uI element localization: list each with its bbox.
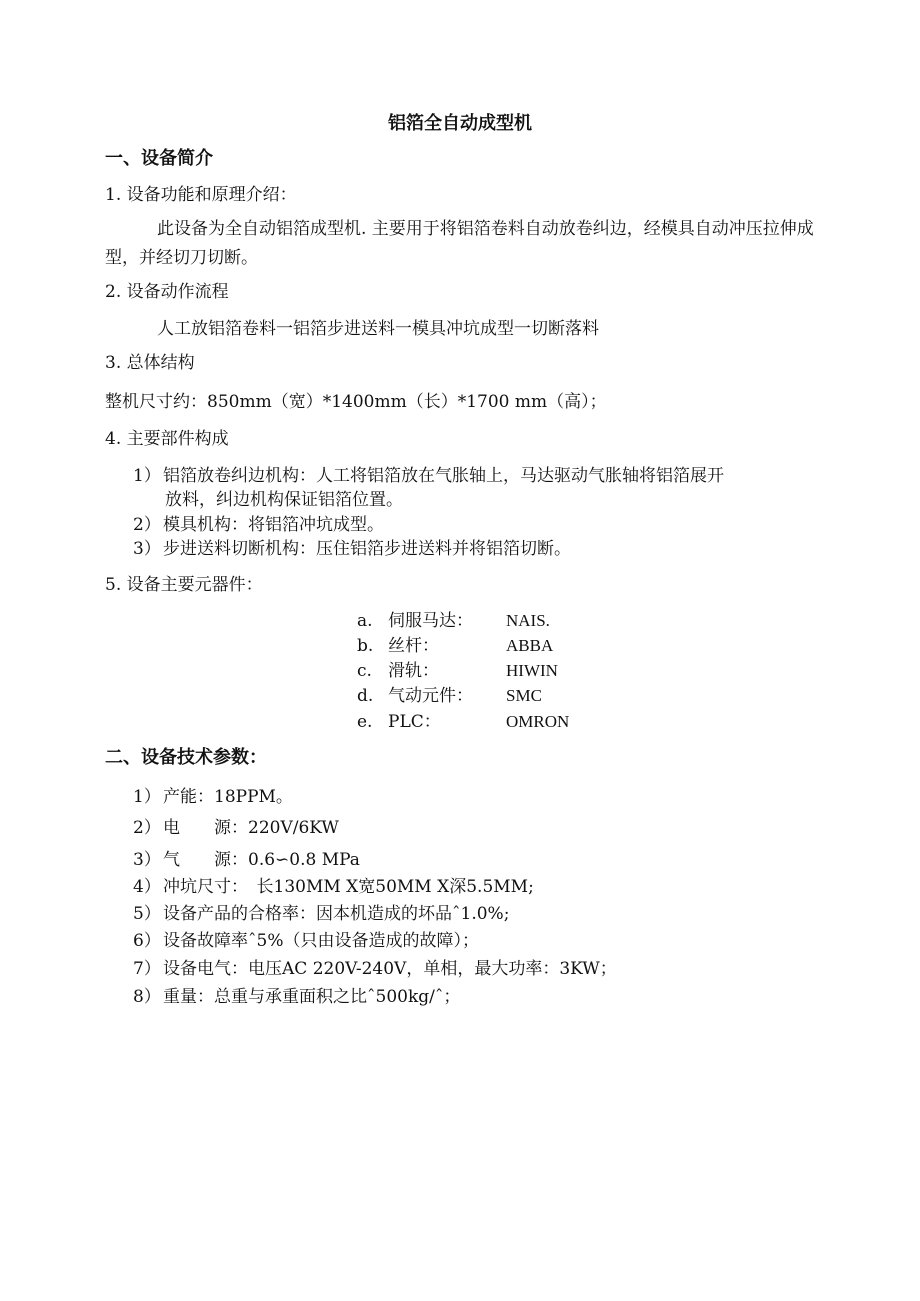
subheading-structure: 3. 总体结构: [105, 353, 195, 373]
part-item: [133, 514, 384, 536]
section-heading-intro: 一、设备简介: [105, 148, 213, 169]
subheading-process: 2. 设备动作流程: [105, 282, 229, 302]
spec-text: 冲坑尺寸： 长130MM X宽50MM X深5.5MM;: [163, 877, 534, 897]
part-number: 2）: [133, 515, 161, 535]
spec-text: 设备电气：电压AC 220V-240V，单相，最大功率：3KW；: [163, 959, 617, 979]
spec-item: [133, 903, 509, 925]
spec-text: 设备产品的合格率：因本机造成的坏品ˆ1.0%;: [163, 904, 510, 924]
spec-number: 6）: [133, 931, 161, 951]
spec-text: 气 源：0.6∽0.8 MPa: [163, 850, 360, 870]
spec-number: 1）: [133, 787, 161, 807]
component-brand: SMC: [506, 686, 542, 705]
part-number: 3）: [133, 539, 161, 559]
component-brand: HIWIN: [506, 661, 558, 680]
spec-item: [133, 786, 293, 808]
component-letter: e.: [357, 712, 373, 732]
function-description: 此设备为全自动铝箔成型机. 主要用于将铝箔卷料自动放卷纠边，经模具自动冲压拉伸成型，并经切刀切断。: [105, 219, 814, 268]
part-item: [133, 538, 571, 560]
component-name: 气动元件：: [388, 686, 473, 706]
part-item: [133, 465, 724, 487]
component-brand: ABBA: [506, 636, 554, 655]
component-name: 丝杆：: [388, 636, 439, 656]
component-letter: d.: [357, 686, 374, 706]
spec-number: 7）: [133, 959, 161, 979]
spec-number: 4）: [133, 877, 161, 897]
document-title: 铝箔全自动成型机: [388, 113, 532, 134]
component-name: 伺服马达：: [388, 611, 473, 631]
spec-text: 电 源：220V/6KW: [163, 818, 339, 838]
process-flow: 人工放铝箔卷料一铝箔步进送料一模具冲坑成型一切断落料: [157, 319, 599, 339]
component-letter: a.: [357, 611, 373, 631]
part-text-continued: 放料，纠边机构保证铝箔位置。: [165, 490, 403, 510]
spec-item: [133, 817, 339, 839]
spec-item: [133, 849, 360, 871]
spec-item: [133, 876, 534, 898]
spec-number: 8）: [133, 987, 161, 1007]
spec-text: 重量：总重与承重面积之比ˆ500kg/ˆ；: [163, 987, 461, 1007]
subheading-components: 5. 设备主要元器件：: [105, 575, 263, 595]
spec-number: 3）: [133, 850, 161, 870]
component-name: 滑轨：: [388, 661, 439, 681]
section-heading-specs: 二、设备技术参数：: [105, 747, 267, 768]
spec-item: [133, 930, 479, 952]
subheading-parts: 4. 主要部件构成: [105, 429, 229, 449]
spec-item: [133, 958, 617, 980]
part-text: 模具机构：将铝箔冲坑成型。: [163, 515, 384, 535]
spec-number: 5）: [133, 904, 161, 924]
component-brand: OMRON: [506, 712, 570, 731]
overall-dimensions: 整机尺寸约：850mm（宽）*1400mm（长）*1700 mm（高）；: [105, 392, 607, 412]
spec-text: 产能：18PPM。: [163, 787, 293, 807]
component-letter: b.: [357, 636, 374, 656]
part-text: 铝箔放卷纠边机构：人工将铝箔放在气胀轴上，马达驱动气胀轴将铝箔展开: [163, 466, 724, 486]
part-number: 1）: [133, 466, 161, 486]
spec-item: [133, 986, 460, 1008]
spec-number: 2）: [133, 818, 161, 838]
component-name: PLC：: [388, 712, 441, 732]
component-letter: c.: [357, 661, 372, 681]
subheading-function: 1. 设备功能和原理介绍：: [105, 185, 297, 205]
spec-text: 设备故障率ˆ5%（只由设备造成的故障）；: [163, 931, 479, 951]
component-brand: NAIS.: [506, 611, 550, 630]
part-text: 步进送料切断机构：压住铝箔步进送料并将铝箔切断。: [163, 539, 571, 559]
